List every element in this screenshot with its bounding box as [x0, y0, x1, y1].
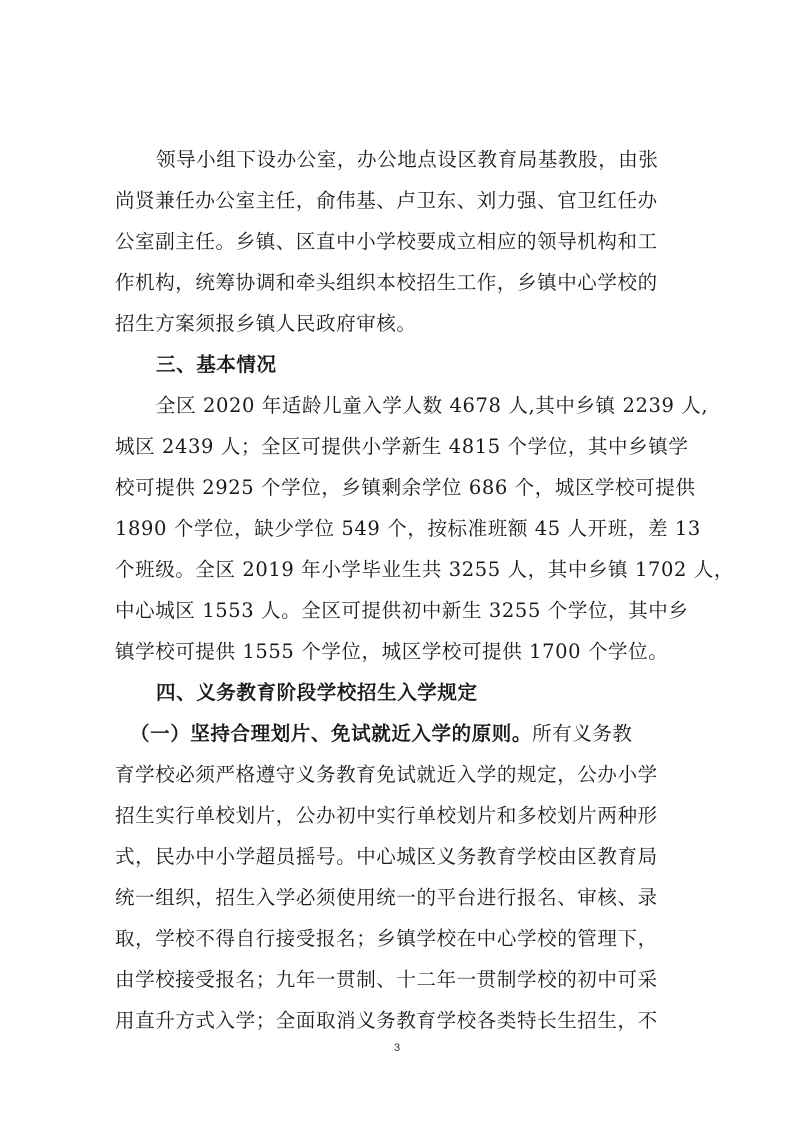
paragraph-line: 1890 个学位，缺少学位 549 个，按标准班额 45 人开班，差 13 [115, 517, 701, 540]
paragraph-line: 育学校必须严格遵守义务教育免试就近入学的规定，公办小学 [115, 763, 658, 786]
paragraph-line: 校可提供 2925 个学位，乡镇剩余学位 686 个，城区学校可提供 [115, 476, 696, 499]
paragraph-line: 公室副主任。乡镇、区直中小学校要成立相应的领导机构和工 [115, 230, 658, 253]
paragraph-line: 取，学校不得自行接受报名；乡镇学校在中心学校的管理下， [115, 927, 658, 950]
paragraph-line: 个班级。全区 2019 年小学毕业生共 3255 人，其中乡镇 1702 人， [115, 558, 734, 581]
paragraph-line: 中心城区 1553 人。全区可提供初中新生 3255 个学位，其中乡 [115, 599, 689, 622]
paragraph-line: 全区 2020 年适龄儿童入学人数 4678 人,其中乡镇 2239 人, [156, 394, 709, 417]
paragraph-line: 城区 2439 人；全区可提供小学新生 4815 个学位，其中乡镇学 [115, 435, 689, 458]
paragraph-line: 招生方案须报乡镇人民政府审核。 [115, 312, 417, 335]
paragraph-line: 招生实行单校划片，公办初中实行单校划片和多校划片两种形 [115, 804, 658, 827]
paragraph-line: 用直升方式入学；全面取消义务教育学校各类特长生招生，不 [115, 1009, 658, 1032]
subsection-heading: （一）坚持合理划片、免试就近入学的原则。 [130, 722, 533, 745]
paragraph-line: 领导小组下设办公室，办公地点设区教育局基教股，由张 [156, 148, 659, 171]
paragraph-line: 作机构，统筹协调和牵头组织本校招生工作，乡镇中心学校的 [115, 271, 658, 294]
paragraph-text: 所有义务教 [532, 722, 633, 745]
paragraph-line: 镇学校可提供 1555 个学位，城区学校可提供 1700 个学位。 [115, 640, 669, 663]
section-heading: 三、基本情况 [156, 353, 277, 376]
paragraph-first-line [130, 722, 633, 746]
paragraph-line: 式，民办中小学超员摇号。中心城区义务教育学校由区教育局 [115, 845, 658, 868]
paragraph-line: 尚贤兼任办公室主任，俞伟基、卢卫东、刘力强、官卫红任办 [115, 189, 658, 212]
paragraph-line: 统一组织，招生入学必须使用统一的平台进行报名、审核、录 [115, 886, 658, 909]
page-number: 3 [393, 1042, 401, 1054]
paragraph-line: 由学校接受报名；九年一贯制、十二年一贯制学校的初中可采 [115, 968, 658, 991]
section-heading: 四、义务教育阶段学校招生入学规定 [156, 681, 478, 704]
